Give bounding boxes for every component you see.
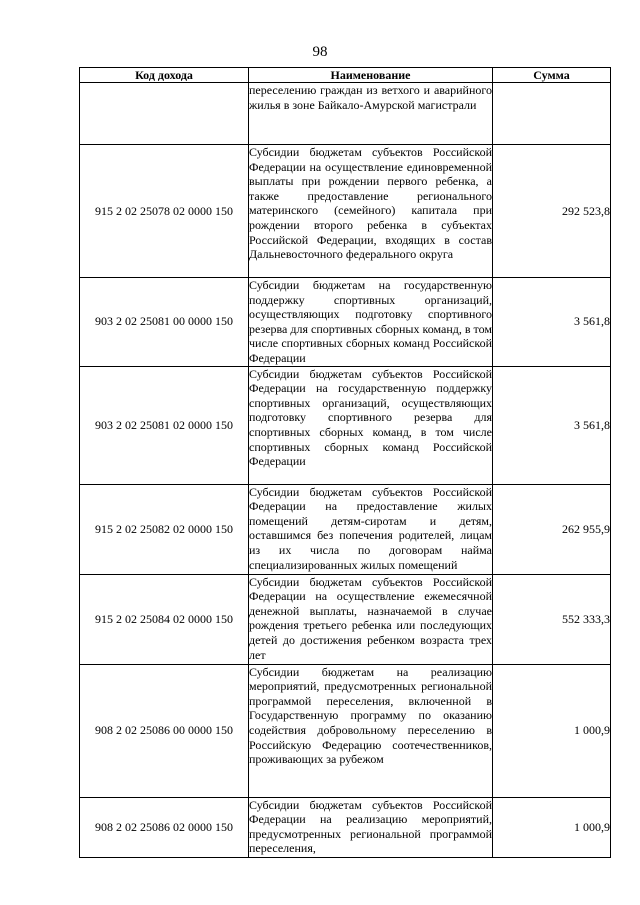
income-name: Субсидии бюджетам субъектов Российской Федерации на предоставление жилых помещений детям-сиротам и детям, оставшимся без попечения родителей, лицам из их числа по договорам найма специализированных жилых помещений bbox=[249, 484, 493, 574]
income-code: 908 2 02 25086 02 0000 150 bbox=[80, 797, 249, 857]
income-name: Субсидии бюджетам на реализацию мероприятий, предусмотренных региональной программой переселения, включенной в Государственную программу по оказанию содействия добровольному переселению в Российскую Федерацию соотечественников, проживающих за рубежом bbox=[249, 664, 493, 797]
header-amount: Сумма bbox=[493, 68, 611, 83]
header-name: Наименование bbox=[249, 68, 493, 83]
table-row bbox=[80, 664, 611, 797]
page-number: 98 bbox=[312, 44, 328, 60]
income-name: Субсидии бюджетам на государственную поддержку спортивных организаций, осуществляющих подготовку спортивного резерва для спортивных сборных команд, в том числе спортивных сборных команд Российской Федерации bbox=[249, 278, 492, 365]
income-name: Субсидии бюджетам субъектов Российской Федерации на осуществление ежемесячной денежной выплаты, назначаемой в случае рождения третьего ребенка или последующих детей до достижения ребенком возраста трех лет bbox=[249, 574, 493, 664]
income-amount: 292 523,8 bbox=[493, 145, 611, 278]
income-amount: 552 333,3 bbox=[493, 574, 611, 664]
table-row bbox=[80, 145, 611, 278]
income-code bbox=[80, 83, 249, 145]
income-code: 915 2 02 25082 02 0000 150 bbox=[80, 484, 249, 574]
income-amount: 1 000,9 bbox=[493, 664, 611, 797]
income-code: 915 2 02 25084 02 0000 150 bbox=[80, 574, 249, 664]
income-code: 908 2 02 25086 00 0000 150 bbox=[80, 664, 249, 797]
header-code: Код дохода bbox=[80, 68, 249, 83]
table-row bbox=[80, 797, 611, 857]
table-row bbox=[80, 278, 611, 367]
revenue-table bbox=[79, 67, 611, 858]
income-code: 903 2 02 25081 02 0000 150 bbox=[80, 366, 249, 484]
income-name: Субсидии бюджетам субъектов Российской Федерации на государственную поддержку спортивных организаций, осуществляющих подготовку спортивного резерва для спортивных сборных команд, в том числе спортивных сборных команд Российской Федерации bbox=[249, 366, 493, 484]
income-amount: 3 561,8 bbox=[493, 366, 611, 484]
table-row bbox=[80, 484, 611, 574]
table-row bbox=[80, 83, 611, 145]
income-code: 915 2 02 25078 02 0000 150 bbox=[80, 145, 249, 278]
income-name: Субсидии бюджетам субъектов Российской Федерации на реализацию мероприятий, предусмотренных региональной программой переселения, bbox=[249, 797, 492, 856]
table-header-row bbox=[80, 68, 611, 83]
income-amount: 1 000,9 bbox=[493, 797, 611, 857]
table-row bbox=[80, 574, 611, 664]
income-name: переселению граждан из ветхого и аварийного жилья в зоне Байкало-Амурской магистрали bbox=[249, 83, 493, 145]
income-amount bbox=[493, 83, 611, 145]
income-amount: 262 955,9 bbox=[493, 484, 611, 574]
table-row bbox=[80, 366, 611, 484]
income-name: Субсидии бюджетам субъектов Российской Федерации на осуществление единовременной выплаты при рождении первого ребенка, а также предоставление регионального материнского (семейного) капитала при рождении второго ребенка в субъектах Российской Федерации, входящих в состав Дальневосточного федерального округа bbox=[249, 145, 493, 278]
income-code: 903 2 02 25081 00 0000 150 bbox=[80, 278, 249, 367]
income-amount: 3 561,8 bbox=[493, 278, 611, 367]
